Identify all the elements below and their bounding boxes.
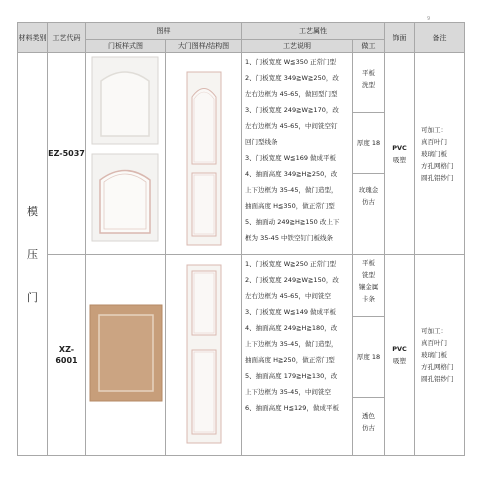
description-line: 3、门板宽度 W≦149 做成平板 — [245, 308, 337, 316]
description-line: 抽面高度 H≧250，做正常门型 — [245, 356, 335, 364]
header-remark: 备注 — [415, 23, 465, 53]
door-style-images — [86, 53, 166, 255]
description-line: 上下边框为 35-45，做门造型， — [245, 186, 338, 194]
header-attr-craft: 做工 — [353, 40, 385, 53]
finish-item: PVC — [392, 345, 407, 353]
description-line: 2、门板宽度 349≧W≧250，改 — [245, 74, 339, 82]
craft-item: 厚度 18 — [356, 139, 381, 147]
note-item: 可加工： — [421, 327, 447, 335]
page-number: 9 — [427, 16, 431, 22]
description-line: 6、抽面高度 H≦129，做成平板 — [245, 404, 339, 412]
door-structure-ez5037 — [166, 53, 242, 250]
header-code: 工艺代码 — [48, 23, 86, 53]
header-attributes: 工艺属性 — [242, 23, 385, 40]
notes-cell — [415, 255, 465, 456]
white-arched-door-image — [92, 57, 158, 144]
description-line: 框为 35-45 中铁空钉门板线条 — [245, 234, 334, 242]
door-structure-xz6001 — [166, 255, 242, 451]
note-item: 方孔网格门 — [421, 363, 454, 371]
finish-cell — [385, 53, 415, 255]
note-item: 圆孔铝纱门 — [421, 375, 454, 383]
craft-item: 平板 — [362, 259, 375, 267]
notes-cell — [415, 53, 465, 255]
header-pattern-structure: 大门图样/结构图 — [166, 40, 242, 53]
finish-cell — [385, 255, 415, 456]
craft-item: 平板 — [362, 69, 375, 77]
description-line: 左右边框为 45-65，中间铣空 — [245, 292, 331, 300]
description-line: 左右边框为 45-65，中间铣空钉 — [245, 122, 338, 130]
description-line: 2、门板宽度 249≧W≧150，改 — [245, 276, 339, 284]
note-item: 真百叶门 — [421, 339, 447, 347]
category-char: 门 — [27, 290, 38, 304]
craft-item: 仿古 — [362, 198, 375, 206]
description-line: 5、抽面高度 179≧H≧130，改 — [245, 372, 338, 380]
craft-cell — [353, 255, 385, 456]
description-cell — [242, 255, 353, 456]
door-structure-image — [166, 255, 242, 456]
header-category: 材料类别 — [18, 23, 48, 53]
note-item: 圆孔铝纱门 — [421, 173, 454, 182]
header-finish: 饰面 — [385, 23, 415, 53]
finish-item: 吸塑 — [393, 155, 406, 164]
tan-flat-door-image — [90, 305, 162, 401]
description-line: 5、抽面动 249≧H≧150 改上下 — [245, 218, 340, 226]
description-line: 3、门板宽度 249≧W≧170，改 — [245, 106, 339, 114]
craft-item: 铣型 — [362, 271, 375, 279]
category-cell — [18, 53, 48, 456]
description-line: 1、门板宽度 W≦350 正常门型 — [245, 58, 337, 66]
door-style-images — [86, 255, 166, 456]
description-line: 回门型线条 — [245, 138, 278, 146]
craft-item: 玫瑰金 — [358, 186, 379, 194]
code-cell — [48, 53, 86, 255]
code-cell — [48, 255, 86, 456]
note-item: 玻璃门板 — [421, 149, 447, 158]
finish-item: 吸塑 — [393, 357, 406, 365]
category-char: 压 — [27, 247, 38, 261]
note-item: 真百叶门 — [421, 137, 447, 146]
white-trim-door-image — [92, 154, 158, 241]
description-line: 4、抽面高度 349≧H≧250，改 — [245, 170, 338, 178]
description-line: 1、门板宽度 W≧250 正常门型 — [245, 260, 337, 268]
finish-item: PVC — [392, 143, 407, 152]
description-line: 3、门板宽度 W≦169 做成平板 — [245, 154, 337, 162]
description-line: 4、抽面高度 249≧H≧180，改 — [245, 324, 338, 332]
description-line: 上下边框为 35-45，中间铣空 — [245, 388, 331, 396]
code-label: EZ-5037 — [48, 149, 85, 158]
door-style-image-xz6001 — [86, 255, 166, 451]
note-item: 玻璃门板 — [421, 351, 447, 359]
header-attr-description: 工艺说明 — [242, 40, 353, 53]
craft-item: 卡条 — [362, 295, 375, 303]
craft-item: 洗型 — [362, 81, 375, 89]
header-pattern-door-style: 门板样式图 — [86, 40, 166, 53]
category-char: 模 — [27, 204, 38, 218]
spec-table — [17, 22, 465, 456]
craft-item: 镶金属 — [358, 283, 379, 291]
note-item: 可加工： — [421, 125, 447, 134]
description-line: 上下边框为 35-45，做门造型， — [245, 340, 338, 348]
description-line: 左右边框为 45-65，做回型门型 — [245, 90, 338, 98]
note-item: 方孔网格门 — [421, 161, 454, 170]
craft-item: 透色 — [362, 412, 375, 420]
description-line: 抽面高度 H≦350，做正常门型 — [245, 202, 335, 210]
door-structure-image — [166, 53, 242, 255]
craft-item: 厚度 18 — [356, 353, 381, 361]
door-style-image-ez5037 — [86, 53, 166, 250]
description-cell — [242, 53, 353, 255]
craft-cell — [353, 53, 385, 255]
header-pattern: 图样 — [86, 23, 242, 40]
craft-item: 仿古 — [362, 424, 375, 432]
code-label: XZ-6001 — [55, 345, 78, 365]
